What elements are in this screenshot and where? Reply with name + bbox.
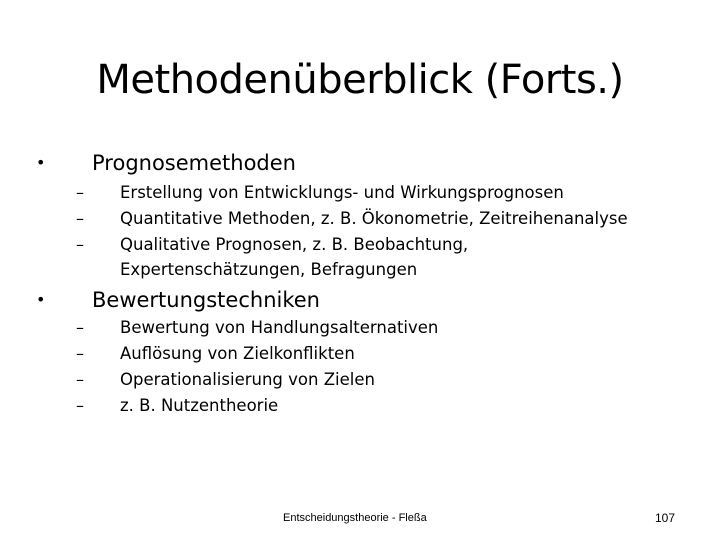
page-number: 107 <box>655 511 676 525</box>
bullet-icon: • <box>36 290 46 309</box>
list-item: z. B. Nutzentheorie <box>120 396 279 415</box>
section-heading-bewertungstechniken: Bewertungstechniken <box>92 288 320 312</box>
list-item: Quantitative Methoden, z. B. Ökonometrie, Zeitreihenanalyse <box>120 209 628 228</box>
dash-icon: – <box>76 183 84 202</box>
section-heading-prognosemethoden: Prognosemethoden <box>92 151 296 175</box>
footer-course: Entscheidungstheorie - Fleßa <box>283 512 427 524</box>
bullet-icon: • <box>36 153 46 172</box>
dash-icon: – <box>76 235 84 254</box>
dash-icon: – <box>76 318 84 337</box>
list-item: Bewertung von Handlungsalternativen <box>120 318 439 337</box>
dash-icon: – <box>76 344 84 363</box>
list-item: Erstellung von Entwicklungs- und Wirkungsprognosen <box>120 183 564 202</box>
list-item: Auflösung von Zielkonflikten <box>120 344 355 363</box>
slide-title: Methodenüberblick (Forts.) <box>96 57 624 103</box>
dash-icon: – <box>76 370 84 389</box>
dash-icon: – <box>76 396 84 415</box>
dash-icon: – <box>76 209 84 228</box>
list-item: Operationalisierung von Zielen <box>120 370 375 389</box>
list-item-continuation: Expertenschätzungen, Befragungen <box>120 260 418 279</box>
list-item: Qualitative Prognosen, z. B. Beobachtung, <box>120 235 469 254</box>
